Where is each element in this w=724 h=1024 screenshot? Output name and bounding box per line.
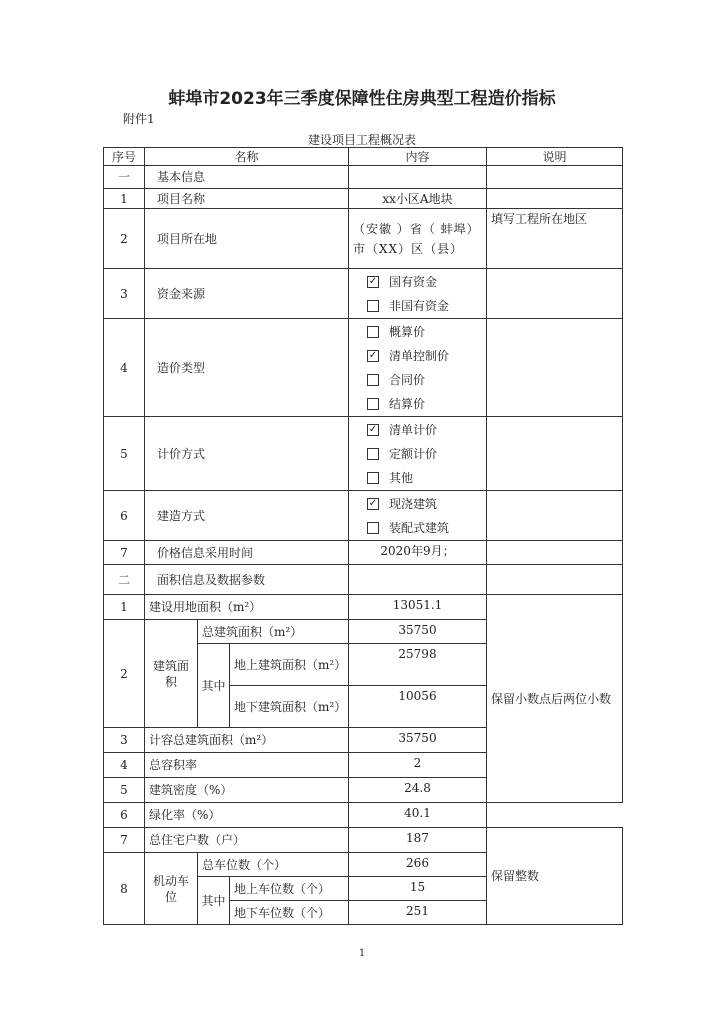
cost-type-option[interactable] — [367, 392, 482, 416]
above-ground-area-value: 25798 — [349, 644, 487, 686]
option-label: 非国有资金 — [389, 298, 450, 313]
option-label: 清单计价 — [389, 422, 438, 437]
checkbox-icon[interactable] — [367, 300, 379, 312]
row-name: 绿化率（%） — [145, 803, 349, 828]
plot-ratio-value: 2 — [349, 753, 487, 778]
document-title: 蚌埠市2023年三季度保障性住房典型工程造价指标 — [168, 89, 556, 109]
households-value: 187 — [349, 828, 487, 853]
option-label: 清单控制价 — [389, 348, 450, 363]
section-basic-info — [104, 166, 623, 189]
cost-type-option[interactable] — [367, 344, 482, 368]
checkbox-icon[interactable] — [367, 326, 379, 338]
checkbox-icon[interactable] — [367, 472, 379, 484]
funding-option[interactable] — [367, 294, 482, 318]
row-name: 地下车位数（个） — [230, 901, 349, 925]
empty-cell — [487, 541, 623, 565]
row-no: 2 — [104, 620, 145, 728]
row-name: 总容积率 — [145, 753, 349, 778]
row-cost-type — [104, 319, 623, 417]
row-no: 6 — [104, 803, 145, 828]
pricing-option[interactable] — [367, 418, 482, 442]
row-green-rate — [104, 803, 623, 828]
row-pricing-method — [104, 417, 623, 491]
checkbox-icon[interactable] — [367, 424, 379, 436]
project-name-value: xx小区A地块 — [349, 189, 487, 209]
header-no: 序号 — [104, 148, 145, 166]
sub-label: 其中 — [198, 877, 230, 925]
section-no: 一 — [104, 166, 145, 189]
empty-cell — [487, 319, 623, 417]
row-name: 总住宅户数（户） — [145, 828, 349, 853]
building-area-group: 建筑面积 — [145, 620, 198, 728]
empty-cell — [349, 166, 487, 189]
row-name: 地上建筑面积（m²） — [230, 644, 349, 686]
project-location-value: （安徽 ）省（ 蚌埠）市（XX）区（县） — [349, 209, 487, 269]
row-no: 1 — [104, 595, 145, 620]
price-info-time-value: 2020年9月； — [349, 541, 487, 565]
checkbox-icon[interactable] — [367, 350, 379, 362]
checkbox-icon[interactable] — [367, 522, 379, 534]
section-label: 基本信息 — [145, 166, 349, 189]
row-project-location — [104, 209, 623, 269]
row-households — [104, 828, 623, 853]
row-name: 计容总建筑面积（m²） — [145, 728, 349, 753]
row-no: 6 — [104, 491, 145, 541]
option-label: 合同价 — [389, 372, 426, 387]
option-label: 结算价 — [389, 396, 426, 411]
empty-cell — [487, 166, 623, 189]
section-no: 二 — [104, 565, 145, 595]
location-note: 填写工程所在地区 — [487, 209, 623, 269]
empty-cell — [487, 417, 623, 491]
row-no: 2 — [104, 209, 145, 269]
row-name: 建造方式 — [145, 491, 349, 541]
row-no: 4 — [104, 319, 145, 417]
row-no: 8 — [104, 853, 145, 925]
section-area-info — [104, 565, 623, 595]
cost-type-option[interactable] — [367, 368, 482, 392]
building-density-value: 24.8 — [349, 778, 487, 803]
checkbox-icon[interactable] — [367, 276, 379, 288]
row-name: 计价方式 — [145, 417, 349, 491]
row-name: 地下建筑面积（m²） — [230, 686, 349, 728]
row-name: 项目所在地 — [145, 209, 349, 269]
empty-cell — [487, 491, 623, 541]
section-label: 面积信息及数据参数 — [145, 565, 349, 595]
row-no: 3 — [104, 728, 145, 753]
row-name: 资金来源 — [145, 269, 349, 319]
page-number: 1 — [358, 948, 366, 959]
annex-label: 附件1 — [123, 112, 155, 126]
row-no: 4 — [104, 753, 145, 778]
empty-cell — [487, 269, 623, 319]
parking-group: 机动车位 — [145, 853, 198, 925]
pricing-option[interactable] — [367, 442, 482, 466]
option-label: 国有资金 — [389, 274, 438, 289]
row-construction-method — [104, 491, 623, 541]
checkbox-icon[interactable] — [367, 498, 379, 510]
row-funding-source — [104, 269, 623, 319]
plot-ratio-area-value: 35750 — [349, 728, 487, 753]
option-label: 现浇建筑 — [389, 496, 438, 511]
funding-option[interactable] — [367, 270, 482, 294]
pricing-option[interactable] — [367, 466, 482, 490]
checkbox-icon[interactable] — [367, 398, 379, 410]
sub-label: 其中 — [198, 644, 230, 728]
underground-parking-value: 251 — [349, 901, 487, 925]
empty-cell — [349, 565, 487, 595]
project-overview-table — [103, 147, 623, 925]
row-project-name — [104, 189, 623, 209]
row-no: 7 — [104, 828, 145, 853]
total-parking-value: 266 — [349, 853, 487, 877]
header-content: 内容 — [349, 148, 487, 166]
table-header-row — [104, 148, 623, 166]
row-price-info-time — [104, 541, 623, 565]
option-label: 概算价 — [389, 324, 426, 339]
table-title: 建设项目工程概况表 — [307, 133, 416, 147]
row-no: 3 — [104, 269, 145, 319]
row-name: 价格信息采用时间 — [145, 541, 349, 565]
row-no: 7 — [104, 541, 145, 565]
row-name: 造价类型 — [145, 319, 349, 417]
row-name: 地上车位数（个） — [230, 877, 349, 901]
land-area-value: 13051.1 — [349, 595, 487, 620]
construction-option[interactable] — [367, 516, 482, 540]
integer-note: 保留整数 — [487, 828, 623, 925]
above-ground-parking-value: 15 — [349, 877, 487, 901]
row-name: 总车位数（个） — [198, 853, 349, 877]
row-name: 项目名称 — [145, 189, 349, 209]
row-name: 建筑密度（%） — [145, 778, 349, 803]
construction-option[interactable] — [367, 492, 482, 516]
checkbox-icon[interactable] — [367, 374, 379, 386]
green-rate-value: 40.1 — [349, 803, 487, 828]
cost-type-option[interactable] — [367, 320, 482, 344]
row-name: 建设用地面积（m²） — [145, 595, 349, 620]
option-label: 其他 — [389, 470, 414, 485]
empty-cell — [487, 189, 623, 209]
checkbox-icon[interactable] — [367, 448, 379, 460]
row-no: 5 — [104, 417, 145, 491]
header-name: 名称 — [145, 148, 349, 166]
row-no: 1 — [104, 189, 145, 209]
decimal-note: 保留小数点后两位小数 — [487, 595, 623, 803]
row-name: 总建筑面积（m²） — [198, 620, 349, 644]
empty-cell — [487, 565, 623, 595]
row-land-area — [104, 595, 623, 620]
row-no: 5 — [104, 778, 145, 803]
option-label: 定额计价 — [389, 446, 438, 461]
option-label: 装配式建筑 — [389, 520, 450, 535]
underground-area-value: 10056 — [349, 686, 487, 728]
total-building-area-value: 35750 — [349, 620, 487, 644]
header-note: 说明 — [487, 148, 623, 166]
